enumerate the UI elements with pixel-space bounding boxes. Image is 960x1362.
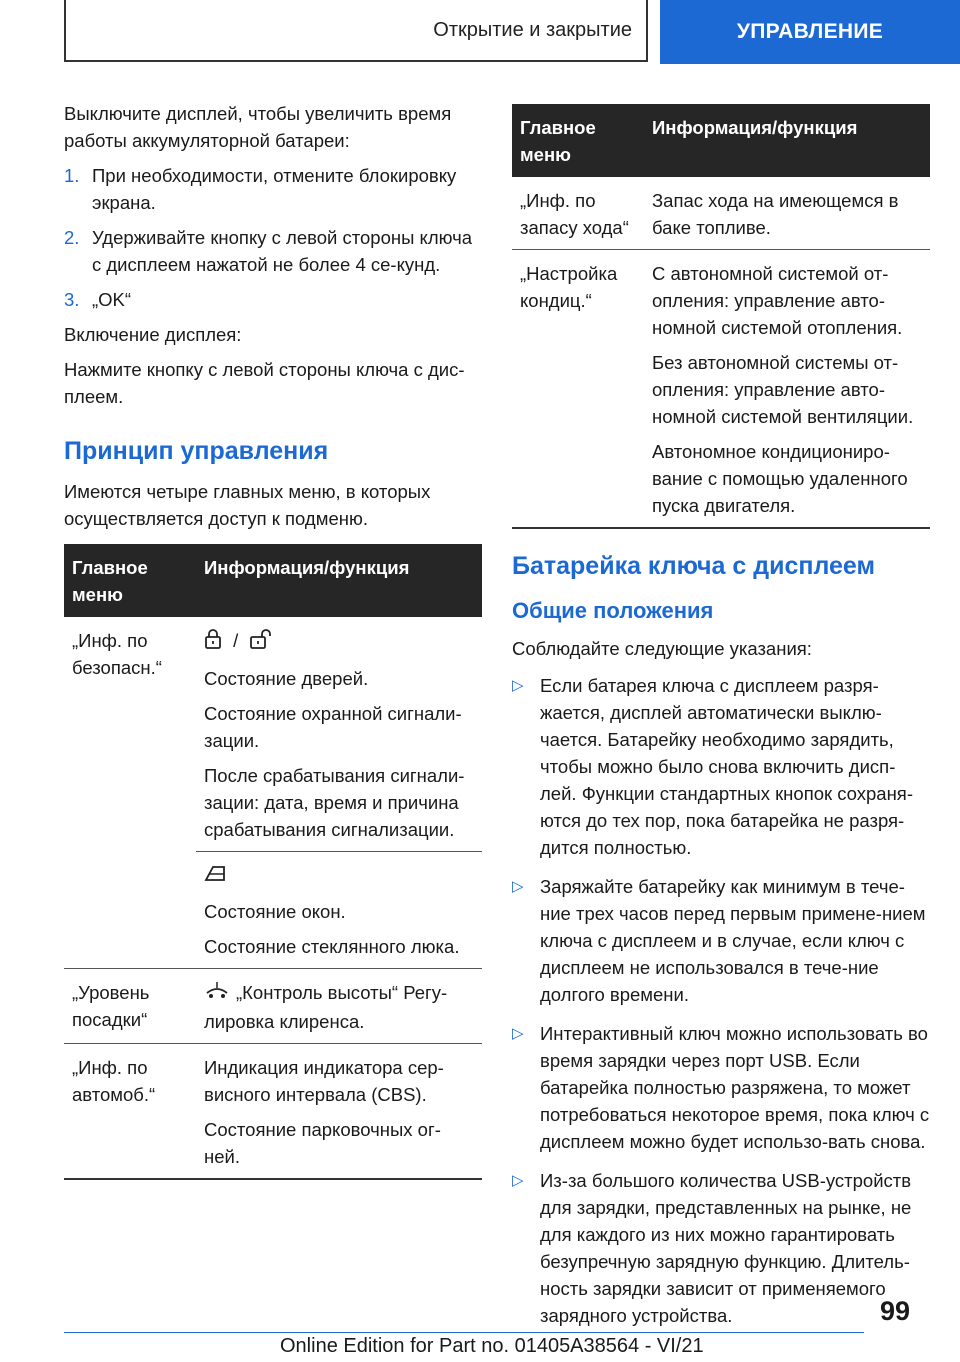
- info-cell: [196, 851, 482, 969]
- step-text: „OK“: [92, 289, 132, 310]
- step-number: 2.: [64, 227, 80, 248]
- header-section-title: Открытие и закрытие: [433, 18, 632, 41]
- right-column: [512, 104, 930, 1341]
- footer-divider: [64, 1332, 864, 1333]
- step-text: Удерживайте кнопку с левой стороны ключа с дисплеем нажатой не более 4 се-кунд.: [92, 227, 473, 275]
- menu-table-left: [64, 544, 482, 1180]
- info-cell: [196, 969, 482, 1044]
- left-column: [64, 100, 482, 1180]
- table-row: [64, 1043, 482, 1179]
- menu-cell: „Инф. по запасу хода“: [512, 177, 644, 250]
- list-item: [512, 1020, 930, 1155]
- footer-edition: Online Edition for Part no. 01405A38564 - VI/21: [280, 1335, 704, 1357]
- table-header-menu: Главное меню: [64, 544, 196, 617]
- list-item: [512, 873, 930, 1008]
- info-text: Автономное кондициониро-вание с помощью удаленного пуска двигателя.: [652, 441, 908, 516]
- step-text: При необходимости, отмените блокировку экрана.: [92, 165, 457, 213]
- menu-table-right: [512, 104, 930, 529]
- info-text: Состояние стеклянного люка.: [204, 936, 460, 958]
- menu-cell: „Уровень посадки“: [64, 969, 196, 1044]
- step-1: [64, 162, 482, 216]
- table-row: [64, 851, 482, 969]
- info-cell: Запас хода на имеющемся в баке топливе.: [644, 177, 930, 250]
- info-text: Состояние дверей.: [204, 667, 369, 689]
- menu-cell-empty: [64, 851, 196, 969]
- icon-separator: /: [233, 630, 239, 651]
- info-text: „Контроль высоты“ Регу-лировка клиренса.: [204, 982, 448, 1032]
- table-row: [512, 250, 930, 529]
- info-text: Состояние окон.: [204, 901, 346, 923]
- section-heading: Батарейка ключа с дисплеем: [512, 552, 876, 580]
- window-icon: [204, 863, 226, 890]
- table-header-row: [512, 104, 930, 177]
- list-item: [512, 1167, 930, 1329]
- display-on-text: Нажмите кнопку с левой стороны ключа с дис-плеем.: [64, 359, 465, 407]
- step-2: [64, 224, 482, 278]
- table-row: [64, 969, 482, 1044]
- menu-cell: „Инф. по автомоб.“: [64, 1043, 196, 1179]
- bullet-marker: ▷: [512, 878, 524, 895]
- table-header-menu: Главное меню: [512, 104, 644, 177]
- info-text: Без автономной системы от-опления: управление авто-номной системой вентиляции.: [652, 352, 914, 427]
- header-section: [64, 0, 648, 62]
- lock-icons-line: [204, 627, 474, 657]
- info-text: После срабатывания сигнали-зации: дата, время и причина срабатывания сигнализации.: [204, 764, 465, 840]
- menu-cell: „Инф. по безопасн.“: [72, 630, 162, 678]
- subsection-heading: Общие положения: [512, 598, 714, 623]
- bullet-text: Интерактивный ключ можно использовать во время зарядки через порт USB. Если батарейка полностью разряжена, то может потребоваться некоторое время, пока ключ с дисплеем можно будет использо-вать снова.: [540, 1023, 930, 1152]
- table-header-row: [64, 544, 482, 617]
- header-chapter: [660, 0, 960, 64]
- table-header-info: Информация/функция: [644, 104, 930, 177]
- table-row: [64, 617, 482, 851]
- bullet-text: Если батарея ключа с дисплеем разря-жается, дисплей автоматически выклю-чается. Батарейку необходимо зарядить, чтобы можно было снова включить дисп-лей. Функции стандартных кнопок сохраня-ются до тех пор, пока батарейка не разря-дится полностью.: [540, 675, 913, 858]
- bullet-marker: ▷: [512, 1025, 524, 1042]
- height-control-icon: [204, 981, 230, 1008]
- table-header-info: Информация/функция: [196, 544, 482, 617]
- intro-paragraph: Выключите дисплей, чтобы увеличить время работы аккумуляторной батареи:: [64, 103, 452, 151]
- page-number: 99: [880, 1296, 911, 1326]
- info-text: Состояние парковочных ог-ней.: [204, 1118, 441, 1167]
- bullet-text: Заряжайте батарейку как минимум в тече-ние трех часов перед первым примене-нием ключа с дисплеем и в случае, если ключ с дисплеем не использовался в тече-ние долгого времени.: [540, 876, 926, 1005]
- info-cell: [196, 1043, 482, 1179]
- step-number: 3.: [64, 289, 80, 310]
- intro-paragraph: Соблюдайте следующие указания:: [512, 638, 812, 659]
- info-cell: [196, 617, 482, 851]
- bullet-marker: ▷: [512, 1172, 524, 1189]
- bullet-text: Из-за большого количества USB-устройств для зарядки, представленных на рынке, не для каждого из них можно гарантировать безупречную зарядную функцию. Длитель-ность зарядки зависит от применяемого зарядного устройства.: [540, 1170, 912, 1326]
- window-icon-line: [204, 862, 474, 891]
- section-text: Имеются четыре главных меню, в которых осуществляется доступ к подменю.: [64, 481, 431, 529]
- step-number: 1.: [64, 165, 80, 186]
- info-text: С автономной системой от-опления: управление авто-номной системой отопления.: [652, 263, 903, 338]
- step-3: [64, 286, 482, 313]
- header-chapter-title: УПРАВЛЕНИЕ: [736, 20, 884, 43]
- info-text: Индикация индикатора сер-висного интервала (CBS).: [204, 1056, 444, 1105]
- display-on-title: Включение дисплея:: [64, 324, 242, 345]
- list-item: [512, 672, 930, 861]
- table-row: [512, 177, 930, 250]
- lock-closed-icon: [204, 628, 222, 657]
- bullet-marker: ▷: [512, 677, 524, 694]
- section-heading: Принцип управления: [64, 437, 329, 465]
- info-text: Состояние охранной сигнали-зации.: [204, 702, 462, 751]
- lock-open-icon: [249, 628, 275, 657]
- info-cell: [644, 250, 930, 529]
- menu-cell: „Настройка кондиц.“: [512, 250, 644, 529]
